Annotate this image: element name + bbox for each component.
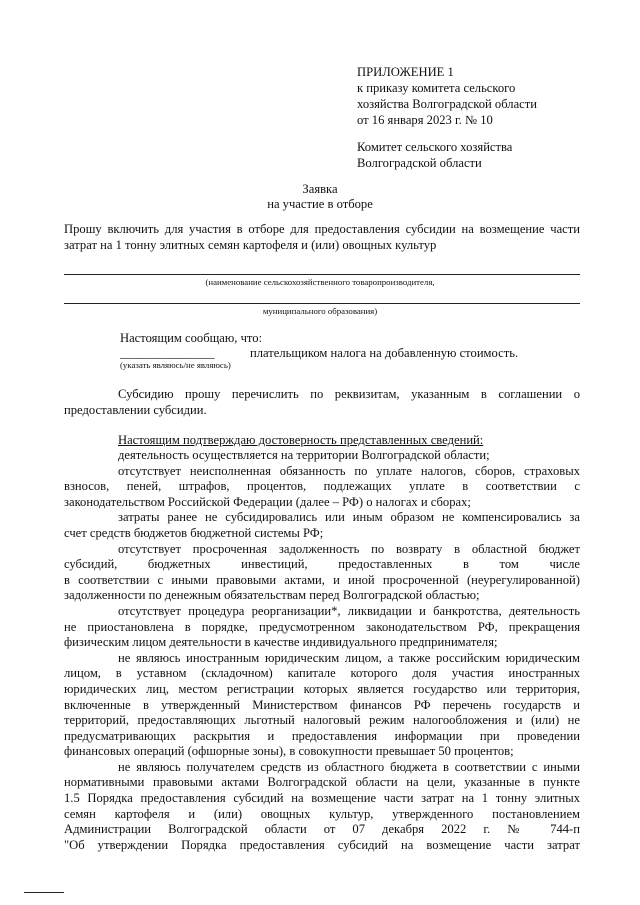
confirmation-line: отсутствует просроченная задолженность по возврату в областной бюджет — [118, 541, 580, 556]
confirmation-line: взносов, пеней, штрафов, процентов, подлежащих уплате в соответствии с — [64, 479, 580, 494]
producer-field-caption: (наименование сельскохозяйственного товаропроизводителя, — [205, 277, 435, 287]
confirmation-line: лицом, в уставном (складочном) капитале которого доля участия иностранных — [64, 666, 580, 681]
subsidy-line: предоставлении субсидии. — [64, 402, 207, 417]
confirmation-line: территорий, предоставляющих льготный налоговый режим налогообложения и (или) не — [64, 713, 580, 728]
request-line: Прошу включить для участия в отборе для предоставления субсидии на возмещение части — [64, 222, 580, 236]
confirmation-line: предусматривающих раскрытия и предоставления информации при проведении — [64, 728, 580, 743]
notice-intro: Настоящим сообщаю, что: — [120, 331, 263, 345]
addressee-line: Комитет сельского хозяйства — [357, 140, 513, 154]
addressee-line: Волгоградской области — [357, 156, 482, 170]
confirmation-line: "Об утверждении Порядка предоставления субсидий на возмещение части затрат — [64, 837, 580, 852]
confirmation-line: физическим лицом деятельности в качестве индивидуального предпринимателя; — [64, 635, 498, 650]
confirmation-line: не являюсь иностранным юридическим лицом, а также российским юридическим — [118, 650, 580, 665]
confirmation-line: деятельность осуществляется на территории Волгоградской области; — [118, 448, 490, 462]
request-paragraph — [64, 222, 580, 253]
document-subtitle: на участие в отборе — [267, 197, 373, 211]
footnote-separator — [24, 892, 64, 893]
subsidy-line: Субсидию прошу перечислить по реквизитам, указанным в соглашении о — [118, 387, 580, 401]
confirmation-line: Администрации Волгоградской области от 07 декабря 2022 г. № 744-п — [64, 822, 580, 837]
producer-field-line — [64, 274, 580, 275]
confirmation-line: затраты ранее не субсидировались или иным образом не компенсировались за — [118, 510, 580, 525]
appendix-line: от 16 января 2023 г. № 10 — [357, 113, 493, 127]
appendix-line: к приказу комитета сельского — [357, 81, 516, 95]
confirmation-line: задолженности по денежным обязательствам перед Волгоградской областью; — [64, 588, 480, 603]
appendix-line: хозяйства Волгоградской области — [357, 97, 538, 111]
confirmation-heading: Настоящим подтверждаю достоверность представленных сведений: — [118, 433, 484, 447]
subsidy-paragraph — [64, 387, 580, 418]
confirmation-line: нормативными правовыми актами Волгоградской области на цели, указанные в пункте — [64, 775, 580, 790]
municipality-field-line — [64, 303, 580, 304]
confirmation-line: отсутствует неисполненная обязанность по уплате налогов, сборов, страховых — [118, 463, 580, 478]
request-line: затрат на 1 тонну элитных семян картофеля и (или) овощных культур — [64, 237, 437, 252]
document-title: Заявка — [302, 182, 338, 196]
confirmation-line: финансовых операций (офшорные зоны), в совокупности превышает 50 процентов; — [64, 744, 514, 759]
municipality-field-caption: муниципального образования) — [262, 306, 378, 316]
confirmation-line: в соответствии с иными правовыми актами, и иной просроченной (неурегулированной) — [64, 572, 580, 587]
confirmation-line: не являюсь получателем средств из областного бюджета в соответствии с иными — [118, 759, 580, 774]
confirmation-list — [64, 448, 580, 853]
confirmation-line: семян картофеля и (или) овощных культур, утвержденного постановлением — [64, 806, 580, 821]
confirmation-line: отсутствует процедура реорганизации*, ликвидации и банкротства, деятельность — [118, 603, 580, 618]
vat-status-text: плательщиком налога на добавленную стоимость. — [250, 346, 519, 360]
confirmation-line: не приостановлена в порядке, предусмотренном законодательством РФ, прекращения — [64, 619, 580, 634]
vat-status-caption: (указать являюсь/не являюсь) — [120, 360, 231, 370]
confirmation-line: субсидий, бюджетных инвестиций, предоставленных в том числе — [64, 557, 580, 572]
confirmation-line: счет средств бюджетов бюджетной системы РФ; — [64, 525, 324, 540]
appendix-title: ПРИЛОЖЕНИЕ 1 — [357, 65, 454, 79]
confirmation-line: законодательством Российской Федерации (далее – РФ) о налогах и сборах; — [64, 494, 471, 509]
vat-status-blank: _______________ — [120, 346, 215, 360]
confirmation-line: юридических лиц, местом регистрации которых является государство или территория, — [64, 681, 580, 696]
confirmation-line: включенные в утвержденный Министерством финансов РФ перечень государств и — [64, 697, 580, 712]
confirmation-line: 1.5 Порядка предоставления субсидий на возмещение части затрат на 1 тонну элитных — [64, 791, 580, 806]
